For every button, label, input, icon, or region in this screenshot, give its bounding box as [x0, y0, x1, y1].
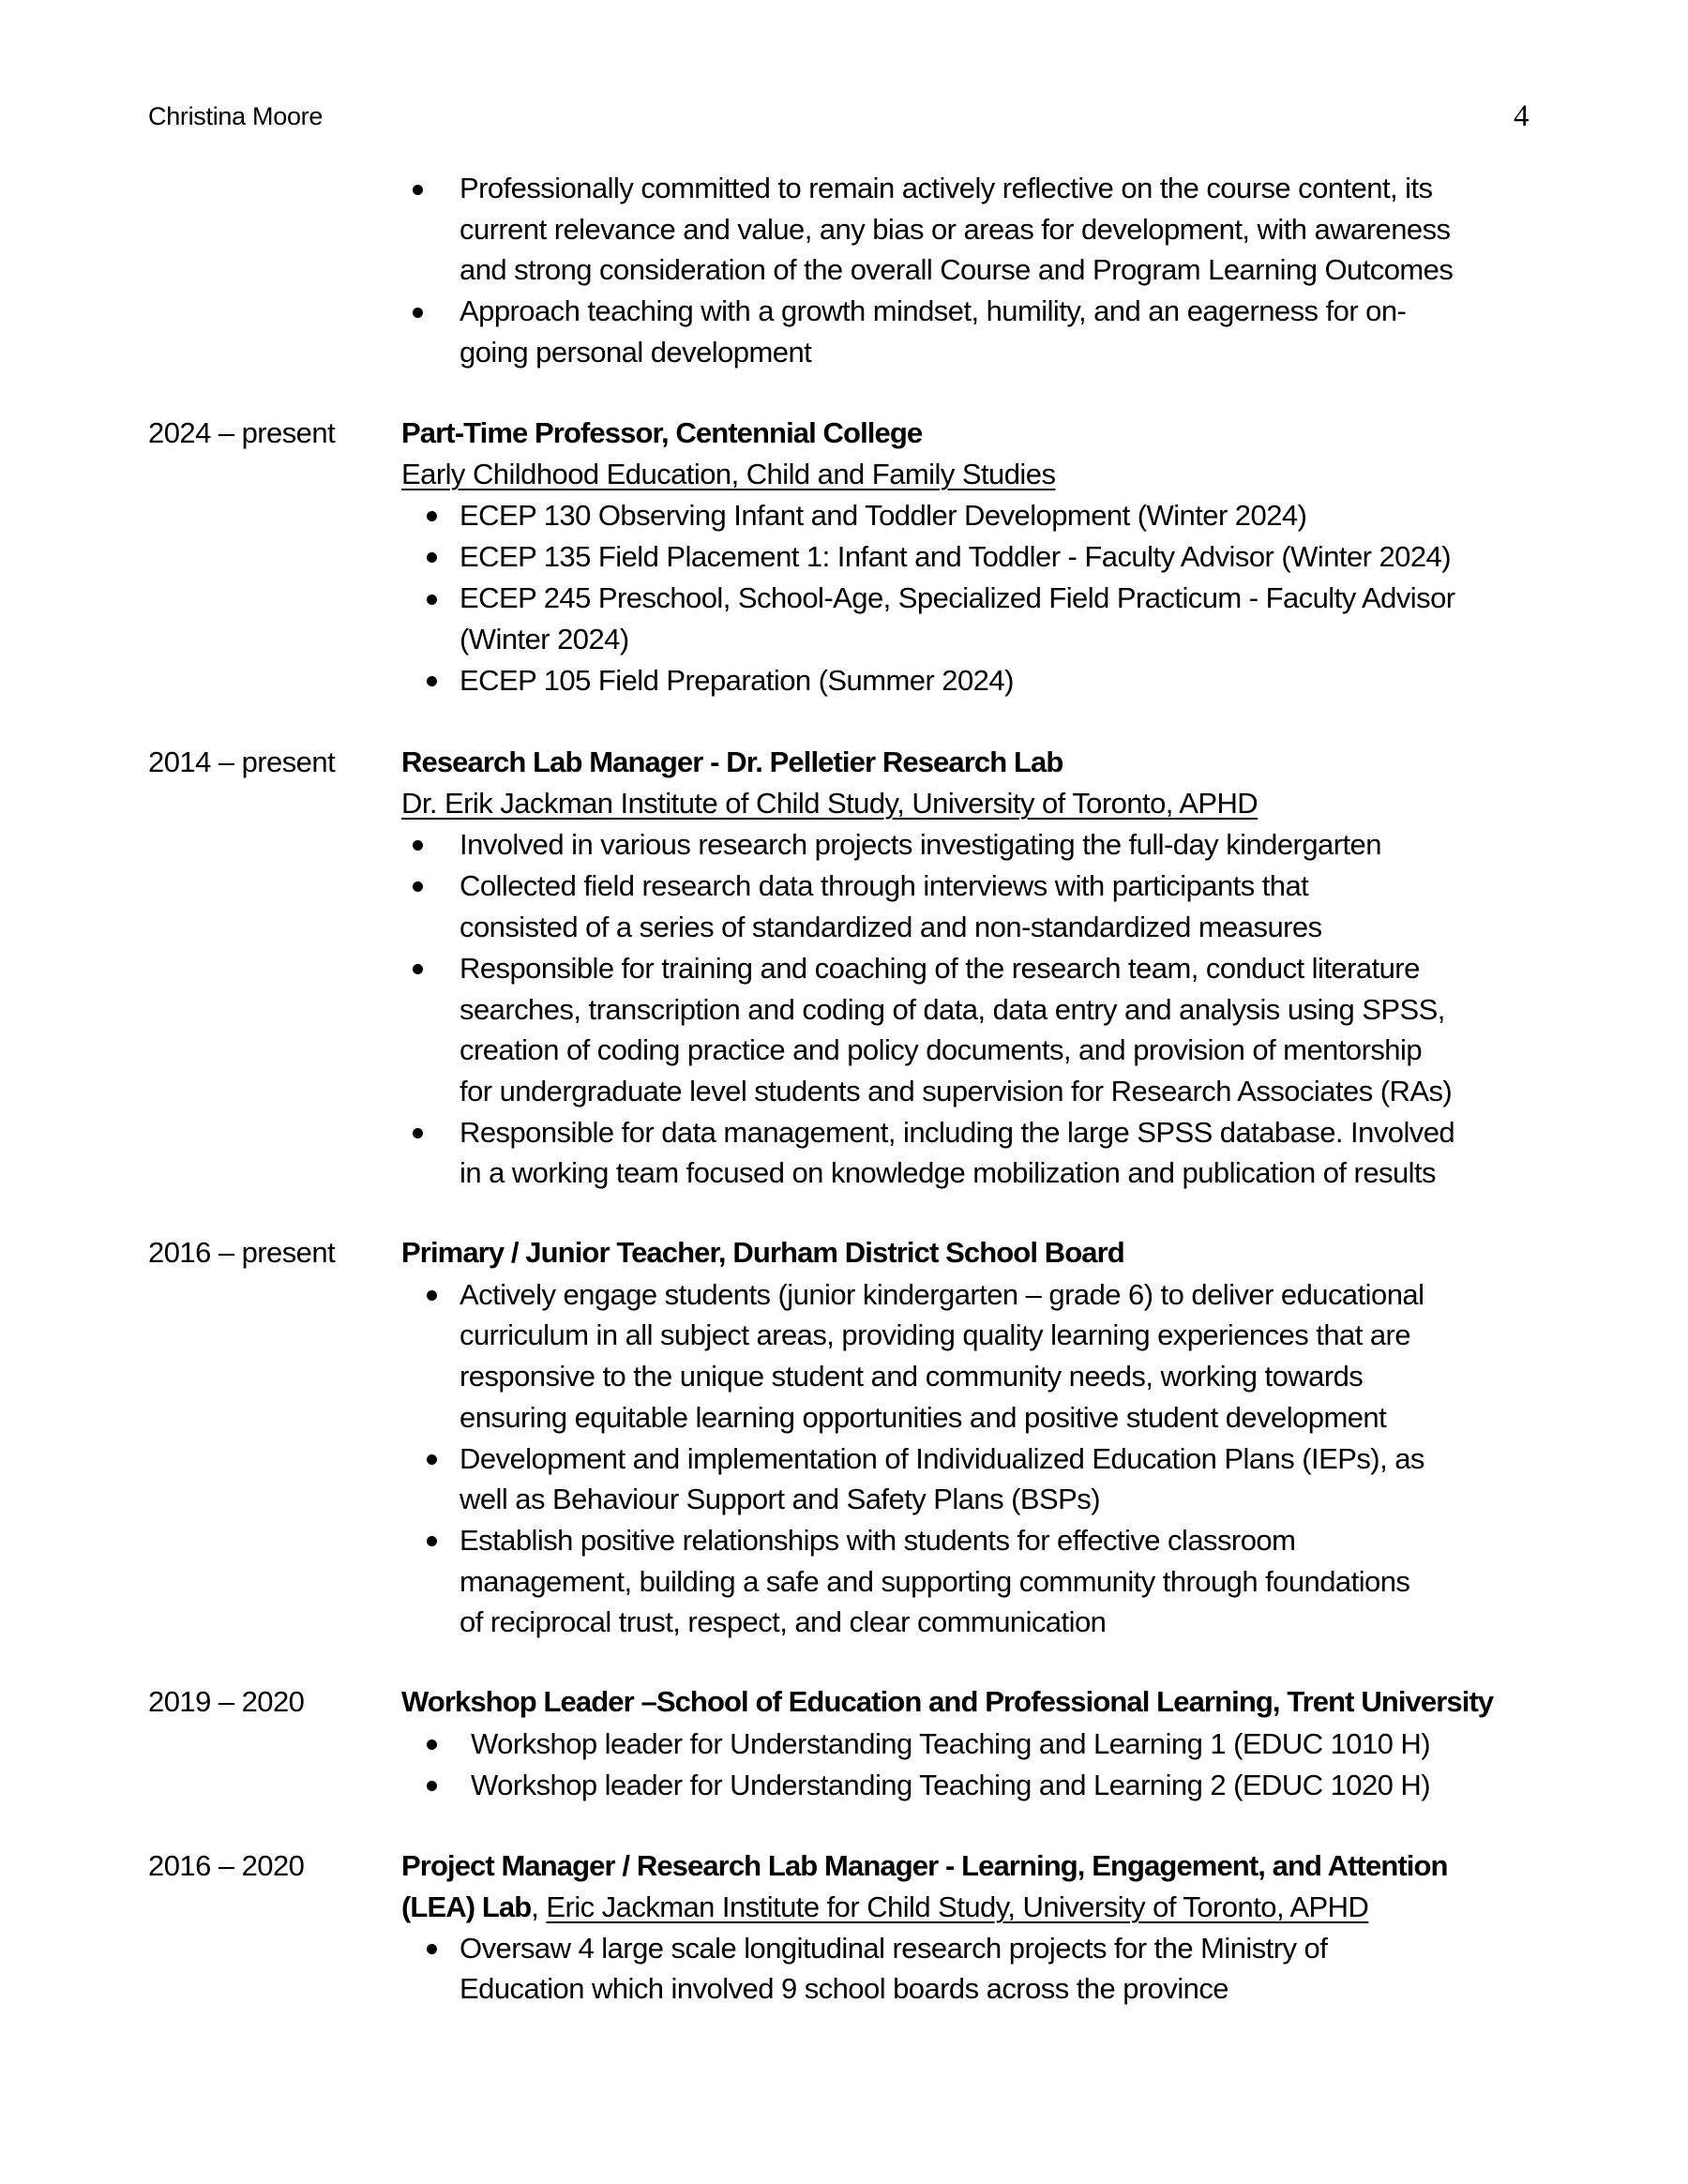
entry-dates: 2016 – 2020	[148, 1849, 305, 1882]
bullet-icon	[427, 1536, 437, 1546]
bullet-icon	[413, 308, 423, 318]
entry-separator: ,	[531, 1890, 547, 1923]
bullet-text: Oversaw 4 large scale longitudinal research projects for the Ministry of	[460, 1932, 1328, 1965]
bullet-text: of reciprocal trust, respect, and clear communication	[460, 1605, 1107, 1638]
bullet-icon	[413, 1128, 423, 1138]
bullet-text: for undergraduate level students and supervision for Research Associates (RAs)	[460, 1075, 1453, 1107]
entry-title: Project Manager / Research Lab Manager - Learning, Engagement, and Attention	[401, 1849, 1448, 1882]
entry-subtitle: Dr. Erik Jackman Institute of Child Study, University of Toronto, APHD	[401, 787, 1258, 820]
bullet-text: in a working team focused on knowledge mobilization and publication of results	[460, 1156, 1437, 1189]
bullet-text: going personal development	[460, 336, 812, 369]
bullet-text: Establish positive relationships with students for effective classroom	[460, 1524, 1296, 1557]
bullet-icon	[427, 1944, 437, 1954]
bullet-text: ECEP 135 Field Placement 1: Infant and Toddler - Faculty Advisor (Winter 2024)	[460, 540, 1452, 573]
page-number: 4	[1514, 99, 1530, 133]
bullet-text: searches, transcription and coding of data, data entry and analysis using SPSS,	[460, 993, 1445, 1026]
bullet-icon	[413, 840, 423, 851]
entry-title: Workshop Leader –School of Education and Professional Learning, Trent University	[401, 1685, 1494, 1718]
bullet-text: Approach teaching with a growth mindset, humility, and an eagerness for on-	[460, 294, 1407, 327]
bullet-icon	[427, 1781, 437, 1791]
bullet-text: ECEP 245 Preschool, School-Age, Specialized Field Practicum - Faculty Advisor	[460, 581, 1455, 614]
bullet-icon	[413, 881, 423, 892]
entry-title-continued	[401, 1887, 1368, 1928]
entry-lab-name: (LEA) Lab	[401, 1890, 532, 1923]
bullet-text: Education which involved 9 school boards across the province	[460, 1972, 1228, 2005]
bullet-text: Workshop leader for Understanding Teaching and Learning 1 (EDUC 1010 H)	[471, 1727, 1431, 1760]
bullet-icon	[427, 1740, 437, 1750]
bullet-text: Workshop leader for Understanding Teaching and Learning 2 (EDUC 1020 H)	[471, 1769, 1431, 1801]
entry-title: Part-Time Professor, Centennial College	[401, 416, 923, 449]
bullet-text: ECEP 105 Field Preparation (Summer 2024)	[460, 664, 1014, 697]
bullet-text: responsive to the unique student and community needs, working towards	[460, 1360, 1364, 1393]
bullet-text: and strong consideration of the overall Course and Program Learning Outcomes	[460, 253, 1454, 286]
entry-dates: 2014 – present	[148, 746, 336, 778]
entry-dates: 2016 – present	[148, 1236, 336, 1269]
entry-dates: 2019 – 2020	[148, 1685, 305, 1718]
bullet-text: (Winter 2024)	[460, 623, 629, 655]
bullet-icon	[427, 511, 437, 521]
bullet-text: Collected field research data through interviews with participants that	[460, 869, 1309, 902]
bullet-text: Responsible for data management, including the large SPSS database. Involved	[460, 1116, 1455, 1149]
bullet-text: ECEP 130 Observing Infant and Toddler Development (Winter 2024)	[460, 499, 1307, 532]
entry-subtitle: Eric Jackman Institute for Child Study, University of Toronto, APHD	[546, 1890, 1369, 1923]
bullet-text: consisted of a series of standardized and non-standardized measures	[460, 911, 1322, 943]
bullet-text: Responsible for training and coaching of the research team, conduct literature	[460, 952, 1420, 985]
bullet-icon	[427, 552, 437, 563]
bullet-icon	[413, 185, 423, 195]
bullet-text: current relevance and value, any bias or areas for development, with awareness	[460, 213, 1451, 246]
bullet-icon	[413, 964, 423, 974]
bullet-text: well as Behaviour Support and Safety Plans (BSPs)	[460, 1483, 1100, 1515]
bullet-icon	[427, 676, 437, 686]
bullet-icon	[427, 1454, 437, 1465]
header-author-name: Christina Moore	[148, 102, 324, 130]
bullet-icon	[427, 1290, 437, 1301]
entry-title: Research Lab Manager - Dr. Pelletier Research Lab	[401, 746, 1063, 778]
entry-dates: 2024 – present	[148, 416, 336, 449]
entry-subtitle: Early Childhood Education, Child and Family Studies	[401, 458, 1056, 490]
entry-title: Primary / Junior Teacher, Durham District School Board	[401, 1236, 1124, 1269]
bullet-text: management, building a safe and supporting community through foundations	[460, 1565, 1410, 1598]
bullet-text: Involved in various research projects investigating the full-day kindergarten	[460, 828, 1381, 861]
bullet-icon	[427, 595, 437, 605]
bullet-text: curriculum in all subject areas, providing quality learning experiences that are	[460, 1318, 1410, 1351]
bullet-text: ensuring equitable learning opportunities and positive student development	[460, 1401, 1387, 1434]
bullet-text: Actively engage students (junior kindergarten – grade 6) to deliver educational	[460, 1278, 1424, 1311]
bullet-text: creation of coding practice and policy documents, and provision of mentorship	[460, 1033, 1423, 1066]
bullet-text: Development and implementation of Individualized Education Plans (IEPs), as	[460, 1442, 1424, 1475]
bullet-text: Professionally committed to remain actively reflective on the course content, its	[460, 172, 1433, 204]
